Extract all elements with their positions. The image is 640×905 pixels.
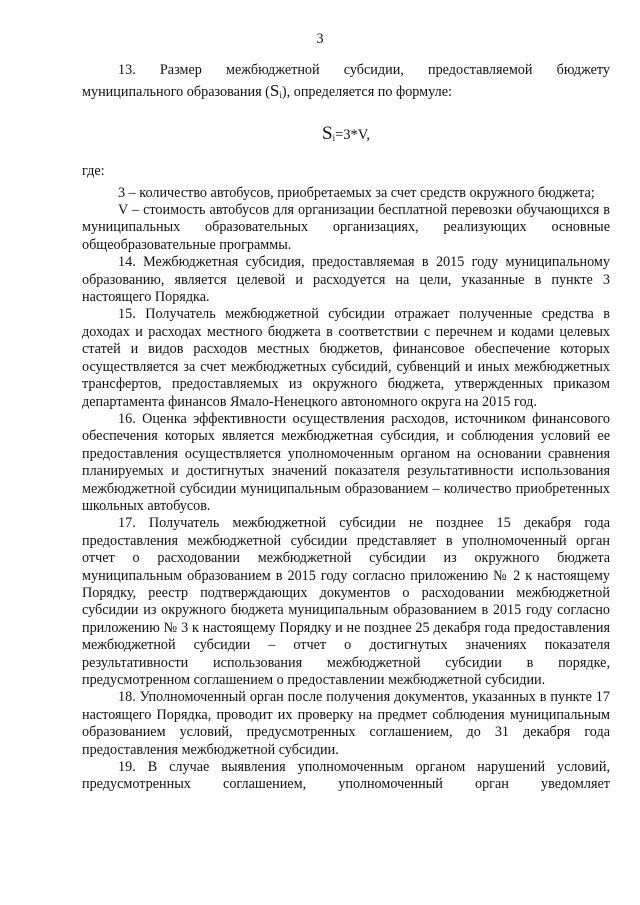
paragraph-13-line-1: 13. Размер межбюджетной субсидии, предоставляемой бюджету bbox=[118, 62, 610, 78]
formula-subscript: i bbox=[332, 132, 336, 143]
definition-3: 3 – количество автобусов, приобретаемых за счет средств окружного бюджета; bbox=[118, 184, 595, 201]
p13-subscript: i bbox=[279, 90, 282, 101]
paragraph-18: 18. Уполномоченный орган после получения документов, указанных в пункте 17 настоящего Порядка, проводит их проверку на предмет соблюдения муниципальным образованием условий, предусмотренных соглашением, до 31 декабря года предоставления межбюджетной субсидии. bbox=[82, 689, 610, 758]
where-label: где: bbox=[82, 163, 105, 180]
page-number: 3 bbox=[316, 31, 324, 47]
document-body bbox=[82, 62, 610, 794]
paragraph-16: 16. Оценка эффективности осуществления расходов, источником финансового обеспечения которых является межбюджетная субсидия, и соблюдения условий ее предоставления осуществляется уполномоченным органом на основании сравнения планируемых и достигнутых значений показателя результативности использования межбюджетной субсидии муниципальным образованием – количество приобретенных школьных автобусов. bbox=[82, 410, 610, 514]
formula bbox=[82, 122, 610, 147]
formula-symbol: S bbox=[322, 122, 333, 144]
paragraph-17: 17. Получатель межбюджетной субсидии не позднее 15 декабря года предоставления межбюджетной субсидии представляет в уполномоченный орган отчет о расходовании межбюджетной субсидии из окружного бюджета муниципальным образованием в 2015 году согласно приложению № 2 к настоящему Порядку, реестр подтверждающих документов о расходовании межбюджетной субсидии из окружного бюджета муниципальным образованием в 2015 году согласно приложению № 3 к настоящему Порядку и не позднее 25 декабря года предоставления межбюджетной субсидии – отчет о достигнутых значениях показателя результативности использования межбюджетной субсидии в порядке, предусмотренном соглашением о предоставлении межбюджетной субсидии. bbox=[82, 515, 610, 688]
paragraph-14: 14. Межбюджетная субсидия, предоставляемая в 2015 году муниципальному образованию, является целевой и расходуется на цели, указанные в пункте 3 настоящего Порядка. bbox=[82, 254, 610, 306]
p13-text-after: ), определяется по формуле: bbox=[281, 84, 452, 101]
paragraph-19: 19. В случае выявления уполномоченным органом нарушений условий, предусмотренных соглашением, уполномоченный орган уведомляет bbox=[82, 759, 610, 793]
definition-v: V – стоимость автобусов для организации бесплатной перевозки обучающихся в муниципальных образовательных организациях, реализующих основные общеобразовательные программы. bbox=[82, 202, 610, 253]
paragraph-13-line-2 bbox=[82, 82, 610, 104]
paragraph-15: 15. Получатель межбюджетной субсидии отражает полученные средства в доходах и расходах местного бюджета в соответствии с перечнем и кодами целевых статей и видов расходов местных бюджетов, финансовое обеспечение которых осуществляется за счет межбюджетных субсидий, субвенций и иных межбюджетных трансфертов, предоставляемых из окружного бюджета, утвержденных приказом департамента финансов Ямало-Ненецкого автономного округа на 2015 год. bbox=[82, 306, 610, 410]
formula-rest: =3*V, bbox=[335, 126, 370, 143]
p13-text-before: муниципального образования ( bbox=[82, 84, 270, 101]
p13-symbol: S bbox=[269, 81, 280, 101]
